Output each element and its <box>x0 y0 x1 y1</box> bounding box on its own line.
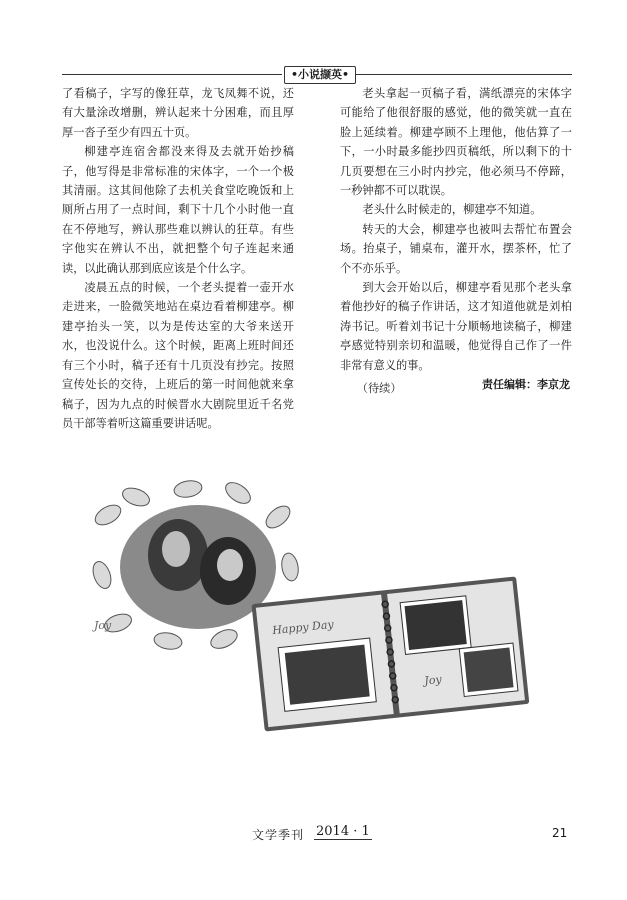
journal-name: 文学季刊 <box>252 828 305 842</box>
left-signature: Joy <box>94 619 112 632</box>
header-rule-left <box>62 74 282 75</box>
paragraph: 老头什么时候走的，柳建亭不知道。 <box>362 203 542 217</box>
paragraph: 转天的大会，柳建亭也被叫去帮忙布置会场。抬桌子，铺桌布，灌开水，摆茶杯，忙了个不亦乐乎。 <box>340 222 572 275</box>
section-label: •小说撷英• <box>284 66 356 84</box>
to-be-continued: （待续） <box>356 382 402 396</box>
right-column <box>340 84 572 399</box>
paragraph: 柳建亭连宿舍都没来得及去就开始抄稿子，他写得是非常标准的宋体字，一个一个极其清丽。这其间他除了去机关食堂吃晚饭和上厕所占用了一点时间，剩下十几个小时他一直在不停地写，辨认那些难以辨认的狂草。有些字他实在辨认不出，就把整个句子连起来通读，以此确认那到底应该是个什么字。 <box>62 145 294 275</box>
paragraph: 凌晨五点的时候，一个老头提着一壶开水走进来，一脸微笑地站在桌边看着柳建亭。柳建亭抬头一笑，以为是传达室的大爷来送开水，也没说什么。这个时候，距离上班时间还有三个小时，稿子还有十几页没有抄完。按照宣传处长的交待，上班后的第一时间他就来拿稿子，因为九点的时候晋水大剧院里近千名党员干部等着听这篇重要讲话呢。 <box>62 281 294 430</box>
header-rule-right <box>356 74 572 75</box>
page-number: 21 <box>552 826 568 840</box>
editor-credit: 责任编辑：李京龙 <box>482 378 570 391</box>
album-signature: Joy <box>423 672 443 688</box>
paragraph: 到大会开始以后，柳建亭看见那个老头拿着他抄好的稿子作讲话，这才知道他就是刘柏涛书记。听着刘书记十分顺畅地读稿子，柳建亭感觉特别亲切和温暖，他觉得自己作了一件非常有意义的事。 <box>340 281 572 372</box>
album-caption: Happy Day <box>271 617 335 638</box>
paragraph: 了看稿子，字写的像狂草，龙飞凤舞不说，还有大量涂改增删，辨认起来十分困难，而且厚厚一沓子至少有四五十页。 <box>62 87 294 139</box>
left-column <box>62 84 294 433</box>
paragraph: 老头拿起一页稿子看，满纸漂亮的宋体字可能给了他很舒服的感觉，他的微笑就一直在脸上延续着。柳建亭顾不上理他，他估算了一下，一小时最多能抄四页稿纸，所以剩下的十几页要想在三小时内抄完，他必须马不停蹄，一秒钟都不可以耽误。 <box>340 87 572 198</box>
photo-album-icon <box>245 560 535 740</box>
issue-number: 2014 · 1 <box>316 824 370 839</box>
